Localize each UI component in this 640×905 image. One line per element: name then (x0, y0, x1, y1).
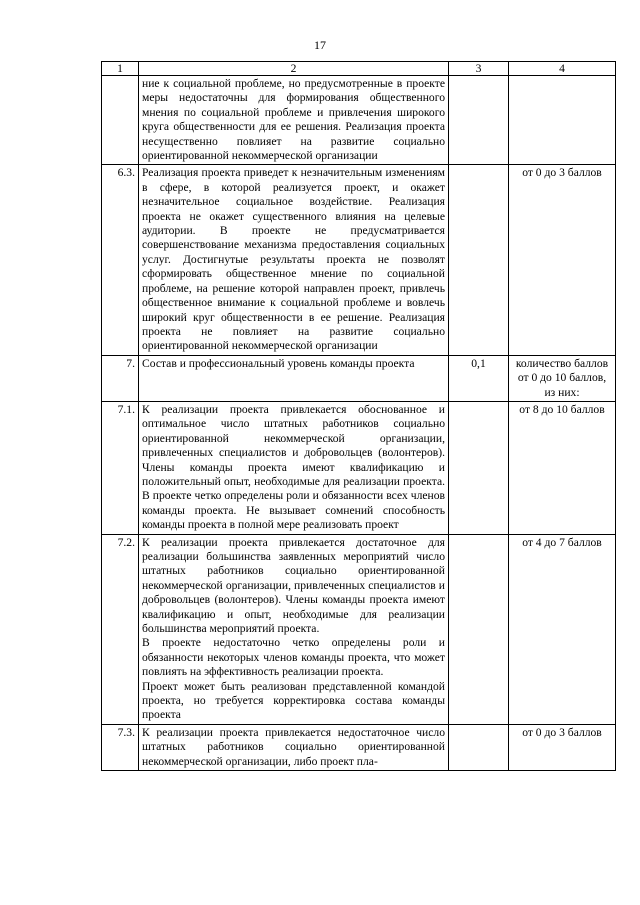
row-number (102, 76, 139, 165)
table-row (102, 165, 616, 355)
table-header (102, 62, 616, 76)
table-row (102, 401, 616, 534)
table-row (102, 76, 616, 165)
row-score: от 8 до 10 баллов (509, 401, 616, 534)
row-score (509, 76, 616, 165)
row-number: 7. (102, 355, 139, 401)
row-description (139, 534, 449, 724)
header-col-4: 4 (509, 62, 616, 76)
row-number: 7.1. (102, 401, 139, 534)
description-paragraph: К реализации проекта привлекается достаточное для реализации большинства заявленных мероприятий число штатных работников социально ориентированной некоммерческой организации, привлеченных специалистов и добровольцев (волонтеров). Члены команды проекта имеют квалификацию и опыт, необходимые для реализации большинства мероприятий проекта. (142, 535, 445, 636)
description-paragraph: Реализация проекта приведет к незначительным изменениям в сфере, в которой реализуется проект, и окажет незначительное социальное воздействие. Реализация проекта не окажет существенного влияния на целевые аудитории. В проекте не предусматривается совершенствование механизма предоставления социальных услуг. Достигнутые результаты проекта не позволят сформировать общественное мнение по социальной проблеме, на решение которой направлен проект, привлечь общественное внимание к социальной проблеме и вовлечь широкий круг общественности в ее решение. Реализация проекта не повлияет на развитие социально ориентированной некоммерческой организации (142, 166, 445, 353)
row-weight (449, 401, 509, 534)
row-description (139, 355, 449, 401)
row-score: от 0 до 3 баллов (509, 165, 616, 355)
table-row (102, 534, 616, 724)
page-number: 17 (314, 38, 326, 52)
row-description (139, 724, 449, 770)
header-col-1: 1 (102, 62, 139, 76)
row-number: 7.3. (102, 724, 139, 770)
description-paragraph: Проект может быть реализован представленной командой проекта, но требуется корректировка состава команды проекта (142, 679, 445, 722)
header-col-2: 2 (139, 62, 449, 76)
row-number: 7.2. (102, 534, 139, 724)
table-row (102, 724, 616, 770)
row-description (139, 401, 449, 534)
row-score: от 4 до 7 баллов (509, 534, 616, 724)
row-weight (449, 724, 509, 770)
description-paragraph: К реализации проекта привлекается недостаточное число штатных работников социально ориентированной некоммерческой организации, либо проект пла- (142, 725, 445, 768)
table-row (102, 355, 616, 401)
criteria-table (101, 61, 616, 771)
description-paragraph: В проекте недостаточно четко определены роли и обязанности некоторых членов команды проекта, что может повлиять на эффективность реализации проекта. (142, 636, 445, 679)
row-number: 6.3. (102, 165, 139, 355)
row-score: количество баллов от 0 до 10 баллов, из них: (509, 355, 616, 401)
row-score: от 0 до 3 баллов (509, 724, 616, 770)
row-weight (449, 534, 509, 724)
row-weight (449, 76, 509, 165)
row-weight: 0,1 (449, 355, 509, 401)
table-body (102, 76, 616, 771)
row-weight (449, 165, 509, 355)
description-paragraph: К реализации проекта привлекается обоснованное и оптимальное число штатных работников социально ориентированной некоммерческой организации, привлеченных специалистов и добровольцев (волонтеров). Члены команды проекта имеют квалификацию и положительный опыт, необходимые для реализации проекта. В проекте четко определены роли и обязанности всех членов команды проекта. Не вызывает сомнений способность команды проекта в полной мере реализовать проект (142, 402, 445, 532)
row-description (139, 165, 449, 355)
header-row (102, 62, 616, 76)
description-paragraph: ние к социальной проблеме, но предусмотренные в проекте меры недостаточны для формирования общественного мнения по социальной проблеме и привлечения широкого круга общественности для ее решения. Реализация проекта несущественно повлияет на развитие социально ориентированной некоммерческой организации (142, 77, 445, 163)
header-col-3: 3 (449, 62, 509, 76)
row-description (139, 76, 449, 165)
description-paragraph: Состав и профессиональный уровень команды проекта (142, 356, 415, 370)
